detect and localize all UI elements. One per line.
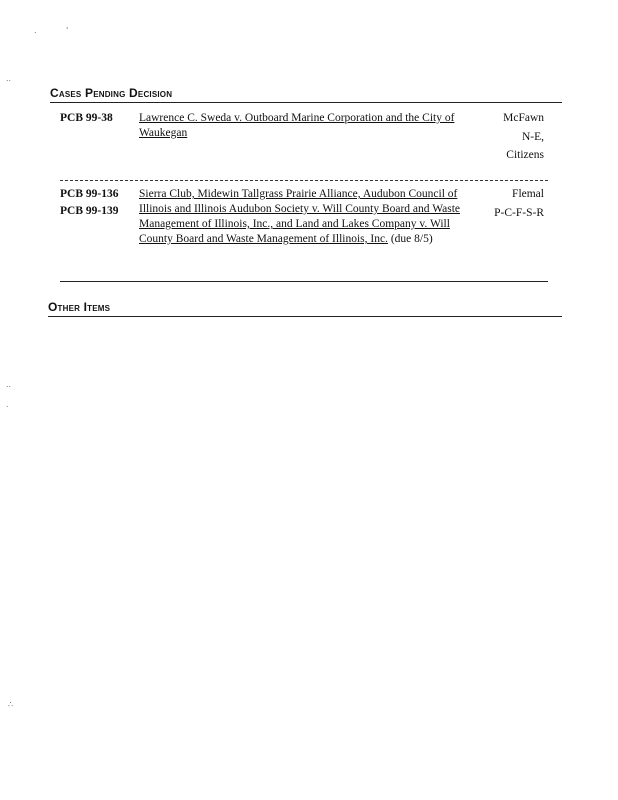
section-heading-other: Other Items bbox=[48, 300, 562, 317]
case-type: P-C-F-S-R bbox=[494, 207, 544, 219]
case-title bbox=[139, 187, 469, 247]
case-number: PCB 99-136 bbox=[60, 188, 119, 200]
row-divider bbox=[60, 281, 548, 282]
case-title-link[interactable]: Lawrence C. Sweda v. Outboard Marine Corporation and the City of Waukegan bbox=[139, 112, 455, 139]
case-number: PCB 99-38 bbox=[60, 112, 113, 124]
case-number: PCB 99-139 bbox=[60, 205, 119, 217]
scan-mark: . bbox=[6, 400, 9, 409]
case-title-suffix: (due 8/5) bbox=[387, 233, 433, 245]
scan-mark: .. bbox=[6, 380, 12, 389]
scan-mark: .. bbox=[6, 74, 12, 83]
case-assignment bbox=[464, 111, 544, 166]
section-heading-pending: Cases Pending Decision bbox=[50, 86, 562, 103]
case-type: N-E, bbox=[521, 131, 544, 143]
case-title-link[interactable]: Sierra Club, Midewin Tallgrass Prairie Alliance, Audubon Council of Illinois and Illinois Audubon Society v. Will County Board and Waste Management of Illinois, Inc., and Land and Lakes Company v. Will County Board and Waste Management of Illinois, Inc. bbox=[139, 188, 461, 245]
case-assignment bbox=[464, 187, 544, 224]
scan-mark: ' bbox=[66, 26, 69, 35]
case-type-detail: Citizens bbox=[506, 149, 544, 161]
board-member: McFawn bbox=[503, 112, 544, 124]
scan-mark: ∴ bbox=[8, 700, 14, 709]
case-numbers bbox=[60, 187, 135, 221]
row-divider bbox=[60, 180, 548, 181]
board-member: Flemal bbox=[512, 188, 544, 200]
case-title bbox=[139, 111, 469, 141]
scan-mark: . bbox=[34, 26, 37, 35]
case-numbers bbox=[60, 111, 135, 128]
